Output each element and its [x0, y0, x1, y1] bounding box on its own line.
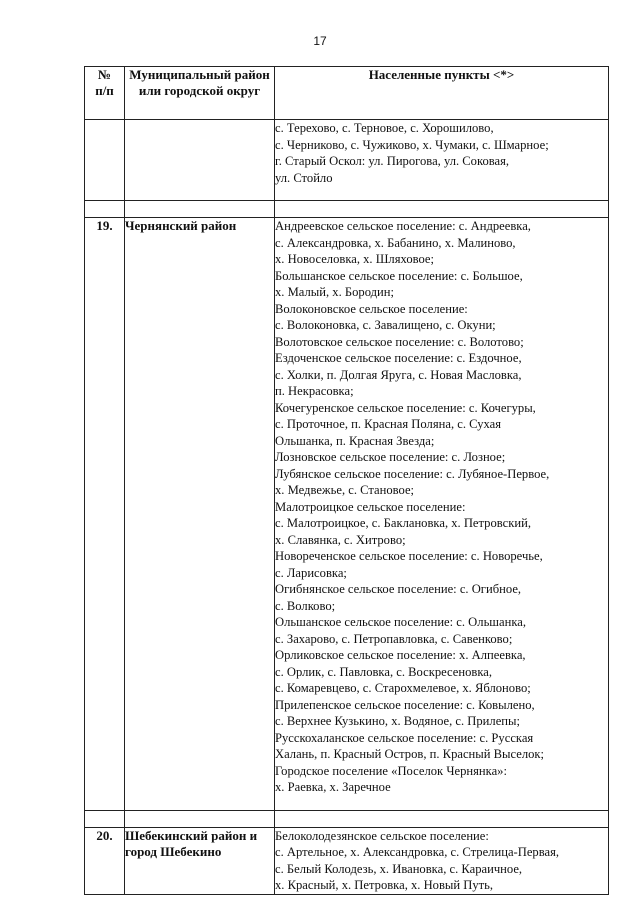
spacer-row [85, 201, 609, 218]
settlement-line: с. Терехово, с. Терновое, с. Хорошилово, [275, 121, 494, 135]
header-district-text: Муниципальный район или городской округ [129, 67, 270, 98]
settlement-line: ул. Стойло [275, 170, 333, 185]
settlement-line: Городское поселение «Поселок Чернянка»: [275, 763, 507, 778]
header-num [85, 67, 125, 120]
settlement-line: Малотроицкое сельское поселение: [275, 499, 466, 514]
settlement-line: х. Славянка, с. Хитрово; [275, 532, 406, 547]
spacer-cell [125, 810, 275, 827]
continuation-district-cell [125, 120, 275, 201]
settlement-line: Волотовское сельское поселение: с. Волотово; [275, 334, 524, 349]
settlement-line: х. Раевка, х. Заречное [275, 780, 391, 794]
settlement-line: х. Новоселовка, х. Шляховое; [275, 252, 435, 266]
settlement-line: г. Старый Оскол: ул. Пирогова, ул. Соковая, [275, 154, 510, 168]
row-settlements [275, 218, 609, 811]
settlement-line: с. Комаревцево, с. Старохмелевое, х. Яблоново; [275, 681, 531, 695]
table-row [85, 827, 609, 894]
table-row [85, 218, 609, 811]
settlement-line: Прилепенское сельское поселение: с. Ковылено, [275, 697, 535, 712]
settlement-line: х. Малый, х. Бородин; [275, 285, 395, 299]
settlement-line: с. Черниково, с. Чужиково, х. Чумаки, с. Шмарное; [275, 137, 549, 152]
settlement-line: с. Захарово, с. Петропавловка, с. Савенково; [275, 631, 513, 646]
settlement-line: п. Некрасовка; [275, 384, 354, 398]
page-number: 17 [313, 34, 327, 48]
header-settlements [275, 67, 609, 120]
header-district [125, 67, 275, 120]
settlement-line: Большанское сельское поселение: с. Большое, [275, 268, 523, 283]
settlement-line: с. Белый Колодезь, х. Ивановка, с. Караичное, [275, 861, 523, 876]
settlement-line: с. Волоконовка, с. Завалищено, с. Окуни; [275, 318, 496, 332]
settlement-line: с. Волково; [275, 598, 336, 613]
spacer-cell [125, 201, 275, 218]
row-number: 20. [85, 827, 125, 894]
settlement-line: с. Малотроицкое, с. Баклановка, х. Петровский, [275, 516, 531, 530]
row-settlements [275, 827, 609, 894]
settlement-line: с. Александровка, х. Бабанино, х. Малиново, [275, 235, 516, 250]
table-header-row [85, 67, 609, 120]
settlement-line: х. Красный, х. Петровка, х. Новый Путь, [275, 878, 494, 892]
row-district: Шебекинский район и город Шебекино [125, 827, 275, 894]
settlement-line: Кочегуренское сельское поселение: с. Кочегуры, [275, 400, 536, 415]
settlement-line: Халань, п. Красный Остров, п. Красный Выселок; [275, 747, 545, 761]
settlement-line: с. Холки, п. Долгая Яруга, с. Новая Масловка, [275, 367, 522, 382]
settlement-line: х. Медвежье, с. Становое; [275, 483, 415, 497]
continuation-row [85, 120, 609, 201]
spacer-row [85, 810, 609, 827]
settlement-line: с. Ларисовка; [275, 565, 347, 580]
settlement-line: с. Верхнее Кузькино, х. Водяное, с. Прилепы; [275, 714, 520, 728]
settlement-line: Новореченское сельское поселение: с. Новоречье, [275, 549, 543, 563]
settlement-line: Русскохаланское сельское поселение: с. Русская [275, 730, 534, 745]
settlement-line: Белоколодезянское сельское поселение: [275, 828, 489, 843]
header-num-text: № п/п [95, 67, 114, 98]
continuation-settlements-cell [275, 120, 609, 201]
row-number: 19. [85, 218, 125, 811]
settlement-line: Огибнянское сельское поселение: с. Огибное, [275, 582, 522, 596]
settlement-line: Волоконовское сельское поселение: [275, 301, 468, 316]
settlement-line: Андреевское сельское поселение: с. Андреевка, [275, 219, 531, 233]
settlement-line: с. Артельное, х. Александровка, с. Стрелица-Первая, [275, 845, 560, 859]
continuation-num-cell [85, 120, 125, 201]
spacer-cell [85, 201, 125, 218]
spacer-cell [275, 810, 609, 827]
settlement-line: Ездоченское сельское поселение: с. Ездочное, [275, 351, 522, 365]
settlement-line: Ольшанское сельское поселение: с. Ольшанка, [275, 615, 527, 629]
settlement-line: Лубянское сельское поселение: с. Лубяное-Первое, [275, 466, 550, 481]
settlement-line: Лозновское сельское поселение: с. Лозное; [275, 450, 506, 464]
settlement-line: Ольшанка, п. Красная Звезда; [275, 433, 435, 448]
settlements-table [84, 66, 609, 895]
row-district: Чернянский район [125, 218, 275, 811]
header-settlements-text: Населенные пункты <*> [368, 67, 515, 82]
spacer-cell [275, 201, 609, 218]
spacer-cell [85, 810, 125, 827]
settlement-line: Орликовское сельское поселение: х. Алпеевка, [275, 648, 526, 662]
settlement-line: с. Орлик, с. Павловка, с. Воскресеновка, [275, 664, 493, 679]
settlement-line: с. Проточное, п. Красная Поляна, с. Сухая [275, 417, 502, 431]
